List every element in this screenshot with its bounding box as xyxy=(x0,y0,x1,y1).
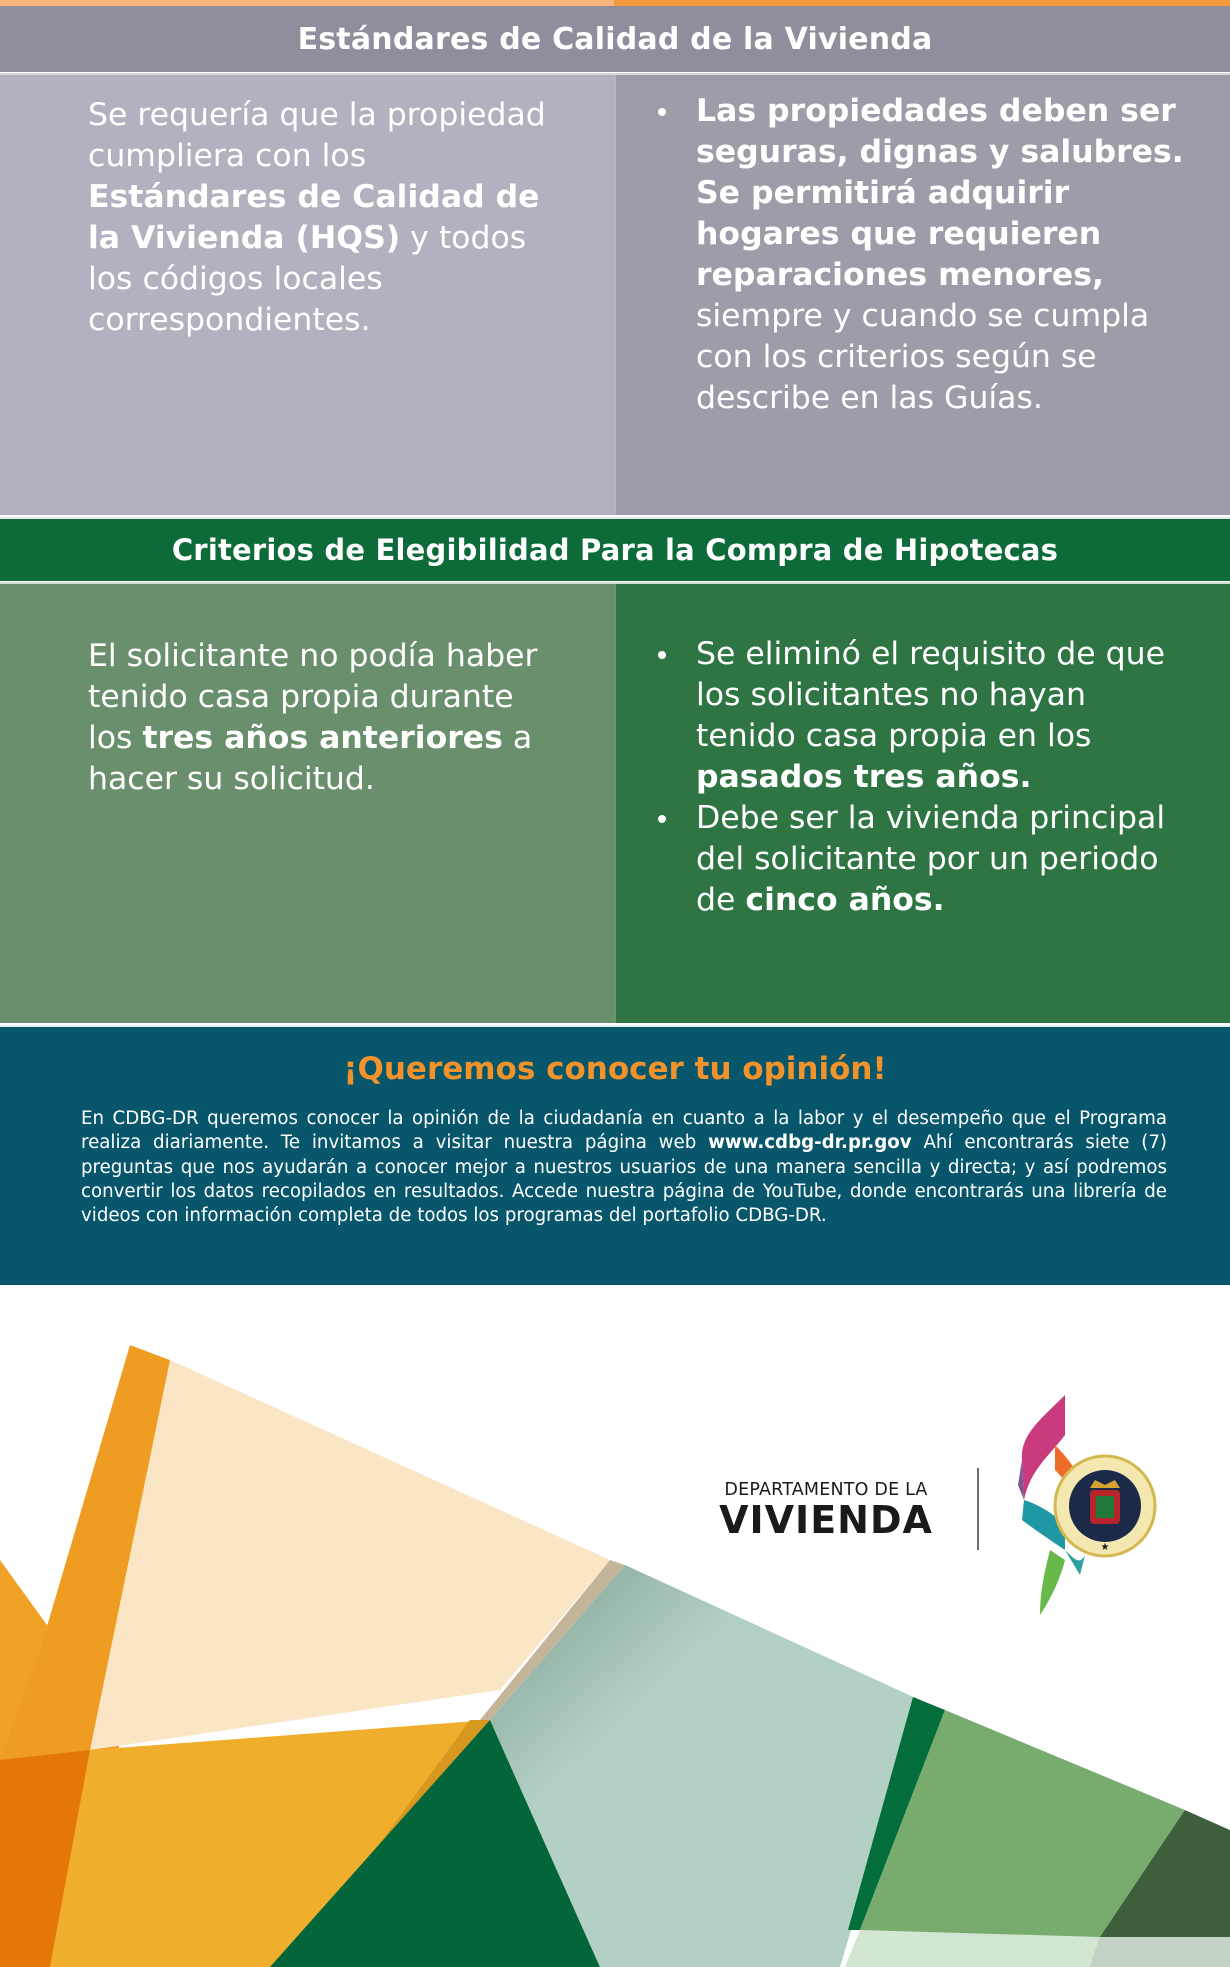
website-link[interactable]: www.cdbg-dr.pr.gov xyxy=(708,1132,912,1154)
government-seal-icon xyxy=(1010,1390,1160,1630)
eligibility-row xyxy=(0,582,1230,1023)
opinion-title: ¡Queremos conocer tu opinión! xyxy=(343,1051,887,1087)
svg-text:★: ★ xyxy=(1100,1542,1110,1553)
eligibility-before-cell xyxy=(0,584,614,1023)
eligibility-title: Criterios de Elegibilidad Para la Compra de Hipotecas xyxy=(171,533,1059,567)
eligibility-after-list xyxy=(644,634,1174,921)
logo-vivienda-line: VIVIENDA xyxy=(719,1498,933,1542)
eligibility-header xyxy=(0,517,1230,581)
opinion-body: En CDBG-DR queremos conocer la opinión de la ciudadanía en cuanto a la labor y el desempeño que el Programa realiza diariamente. Te invitamos a visitar nuestra página web www.cdbg-dr.pr.gov Ahí encontrarás siete (7) preguntas que nos ayudarán a conocer mejor a nuestros usuarios de una manera sencilla y directa; y así podremos convertir los datos recopilados en resultados. Accede nuestra página de YouTube, donde encontrarás una librería de videos con información completa de todos los programas del portafolio CDBG-DR. xyxy=(81,1108,1168,1227)
quality-standards-row xyxy=(0,73,1230,515)
quality-after-list xyxy=(644,91,1204,419)
three-years-emphasis: tres años anteriores xyxy=(142,720,503,756)
quality-standards-header xyxy=(0,6,1230,72)
bullet-icon xyxy=(658,651,666,659)
list-item: Se eliminó el requisito de que los solicitantes no hayan tenido casa propia en los pasados tres años. xyxy=(644,634,1174,798)
bullet-icon xyxy=(658,108,666,116)
list-item: Debe ser la vivienda principal del solicitante por un periodo de cinco años. xyxy=(644,798,1174,921)
quality-before-cell xyxy=(0,75,614,515)
department-logo xyxy=(706,1480,946,1540)
logo-divider xyxy=(977,1468,979,1550)
quality-before-text: Se requería que la propiedad cumpliera con los Estándares de Calidad de la Vivienda (HQS) y todos los códigos locales correspondientes. xyxy=(88,97,546,338)
hqs-emphasis: Estándares de Calidad de la Vivienda (HQS) xyxy=(88,179,540,256)
eligibility-before-text: El solicitante no podía haber tenido casa propia durante los tres años anteriores a hacer su solicitud. xyxy=(88,638,538,797)
list-item: Las propiedades deben ser seguras, dignas y salubres. Se permitirá adquirir hogares que requieren reparaciones menores, siempre y cuando se cumpla con los criterios según se describe en las Guías. xyxy=(644,91,1204,419)
bullet-icon xyxy=(658,815,666,823)
quality-standards-title: Estándares de Calidad de la Vivienda xyxy=(297,21,933,57)
quality-after-cell xyxy=(614,75,1230,515)
logo-department-line: DEPARTAMENTO DE LA xyxy=(724,1480,928,1500)
eligibility-after-cell xyxy=(614,584,1230,1023)
opinion-section xyxy=(0,1025,1230,1285)
